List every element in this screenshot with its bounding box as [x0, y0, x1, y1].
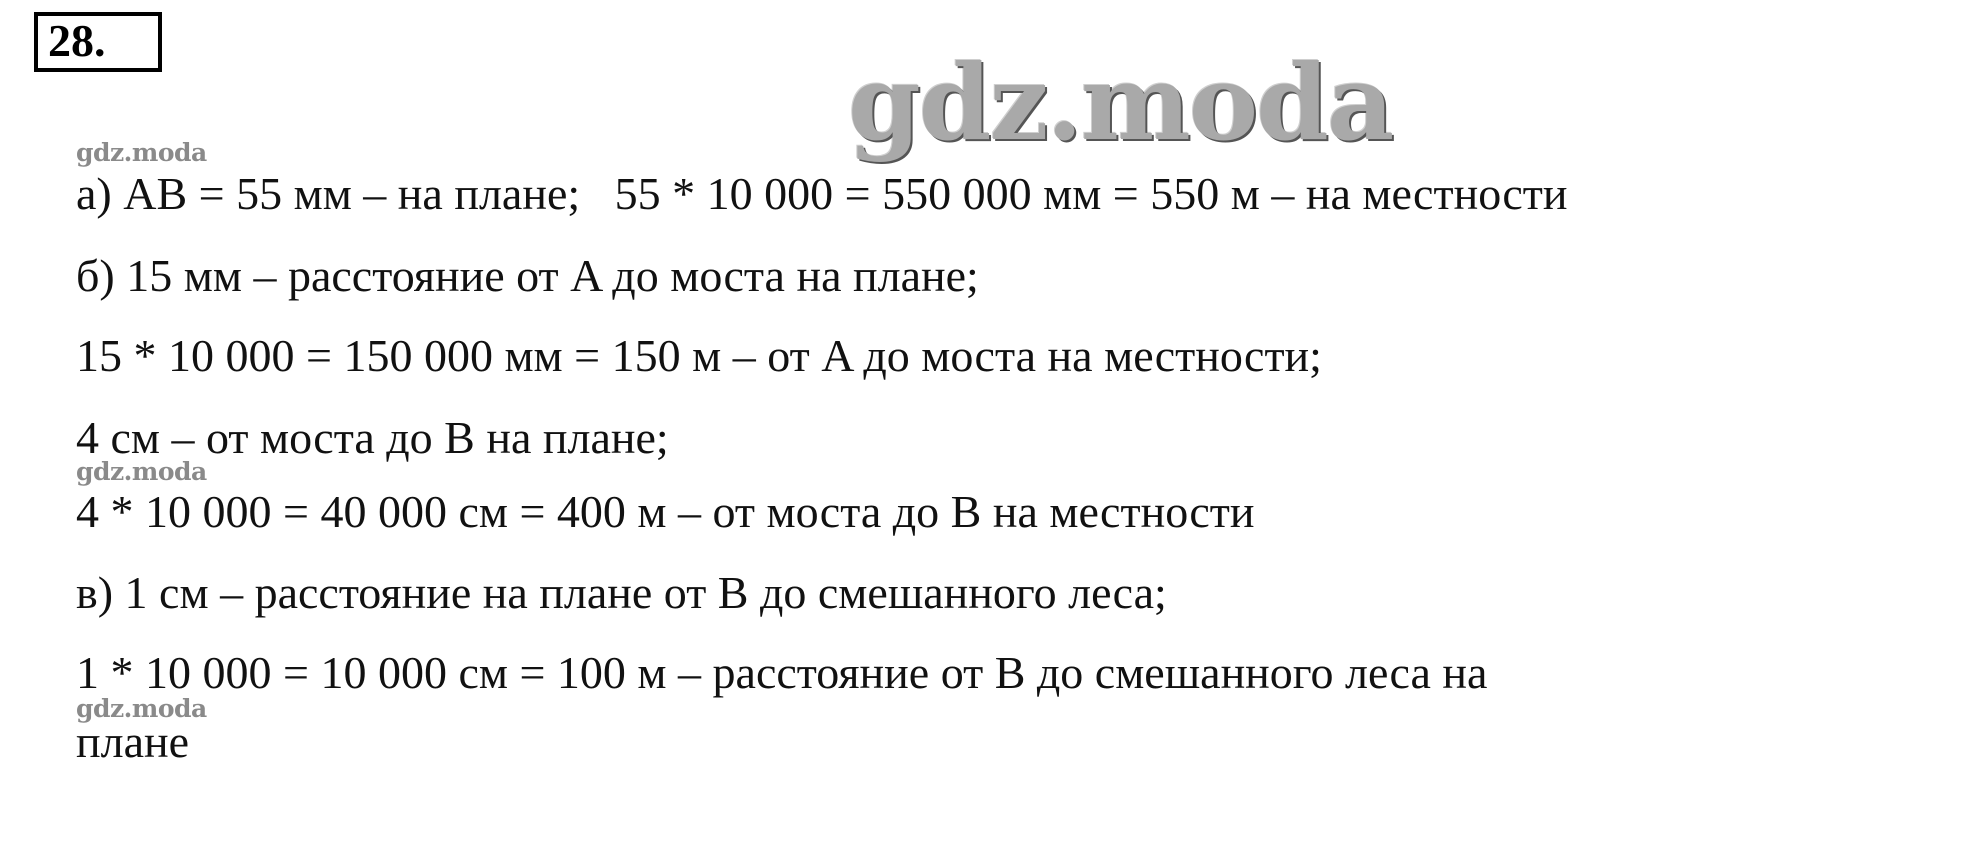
watermark-small: gdz.moda: [76, 138, 207, 167]
solution-line-b-plan: 4 см – от моста до B на плане;: [76, 412, 669, 463]
solution-line-c-end: плане: [76, 716, 190, 767]
solution-line-b-calc2: 4 * 10 000 = 40 000 см = 400 м – от моста до B на местности: [76, 486, 1255, 537]
solution-line-b: б) 15 мм – расстояние от A до моста на плане;: [76, 250, 979, 301]
solution-line-b-calc: 15 * 10 000 = 150 000 мм = 150 м – от A до моста на местности;: [76, 330, 1322, 381]
watermark-logo: gdz.moda: [848, 41, 1393, 164]
watermark-small: gdz.moda: [76, 457, 207, 486]
solution-line-c: в) 1 см – расстояние на плане от B до смешанного леса;: [76, 567, 1167, 618]
watermark-small: gdz.moda: [76, 694, 207, 723]
solution-line-c-calc: 1 * 10 000 = 10 000 см = 100 м – расстояние от B до смешанного леса на: [76, 647, 1488, 698]
solution-line-a: а) AB = 55 мм – на плане; 55 * 10 000 = 550 000 мм = 550 м – на местности: [76, 168, 1568, 219]
problem-number: 28.: [34, 12, 162, 72]
